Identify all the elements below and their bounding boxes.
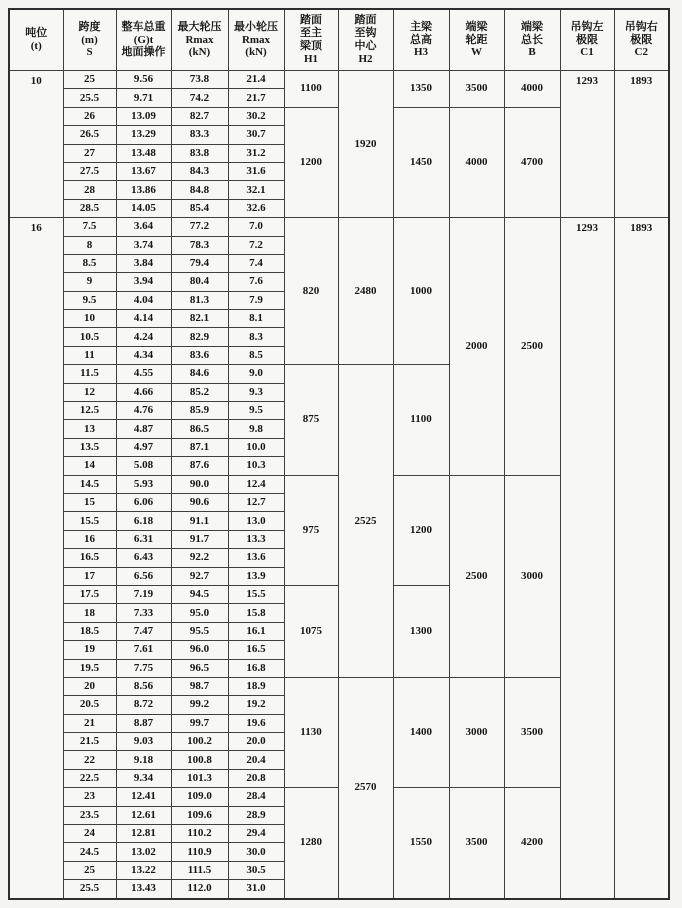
span-cell: 11 [63, 346, 116, 364]
col-header-h1-line: 踏面 [300, 14, 322, 27]
rmax-cell: 77.2 [171, 218, 228, 236]
rmax-cell: 110.9 [171, 843, 228, 861]
weight-cell: 4.24 [116, 328, 171, 346]
col-header-c2-line: 极限 [630, 33, 653, 46]
col-header-tonnage [9, 9, 63, 71]
col-header-w-line: 端梁 [465, 20, 488, 33]
col-header-h2-line: H2 [358, 52, 373, 65]
col-header-weight [116, 9, 171, 71]
h2-merged-cell: 2480 [338, 218, 393, 365]
weight-cell: 8.72 [116, 696, 171, 714]
rmax-cell: 83.3 [171, 126, 228, 144]
h3-merged-cell: 1000 [393, 218, 449, 365]
weight-cell: 9.03 [116, 733, 171, 751]
weight-cell: 6.43 [116, 549, 171, 567]
rmax-cell: 85.4 [171, 199, 228, 217]
rmax-cell: 94.5 [171, 585, 228, 603]
rmin-cell: 28.4 [228, 788, 284, 806]
span-cell: 25 [63, 861, 116, 879]
span-cell: 11.5 [63, 365, 116, 383]
span-cell: 25.5 [63, 89, 116, 107]
col-header-h2 [338, 9, 393, 71]
rmin-cell: 19.6 [228, 714, 284, 732]
rmin-cell: 12.7 [228, 493, 284, 511]
weight-cell: 4.97 [116, 438, 171, 456]
rmin-cell: 30.2 [228, 107, 284, 125]
rmin-cell: 7.6 [228, 273, 284, 291]
col-header-h3-line: H3 [413, 46, 429, 59]
col-header-weight-line: (G)t [133, 33, 154, 46]
span-cell: 18 [63, 604, 116, 622]
rmax-cell: 79.4 [171, 254, 228, 272]
span-cell: 9.5 [63, 291, 116, 309]
col-header-b [504, 9, 560, 71]
weight-cell: 8.56 [116, 677, 171, 695]
rmin-cell: 32.1 [228, 181, 284, 199]
rmin-cell: 16.8 [228, 659, 284, 677]
rmin-cell: 31.6 [228, 162, 284, 180]
weight-cell: 13.43 [116, 880, 171, 899]
col-header-h1 [284, 9, 338, 71]
rmax-cell: 92.2 [171, 549, 228, 567]
col-header-b-line: 端梁 [521, 20, 543, 33]
rmin-cell: 21.7 [228, 89, 284, 107]
rmax-cell: 73.8 [171, 71, 228, 89]
document-page [8, 8, 670, 900]
rmax-cell: 101.3 [171, 769, 228, 787]
h3-merged-cell: 1350 [393, 71, 449, 108]
w-merged-cell: 4000 [449, 107, 504, 217]
rmin-cell: 31.0 [228, 880, 284, 899]
col-header-tonnage-line: (t) [30, 40, 42, 52]
col-header-h3-line: 总高 [410, 33, 432, 46]
weight-cell: 6.31 [116, 530, 171, 548]
col-header-w [449, 9, 504, 71]
b-merged-cell: 4000 [504, 71, 560, 108]
rmin-cell: 13.3 [228, 530, 284, 548]
rmin-cell: 18.9 [228, 677, 284, 695]
b-merged-cell: 4700 [504, 107, 560, 217]
weight-cell: 5.08 [116, 457, 171, 475]
span-cell: 16 [63, 530, 116, 548]
col-header-span-line: (m) [81, 33, 98, 46]
h2-merged-cell: 2570 [338, 677, 393, 898]
col-header-rmax [171, 9, 228, 71]
weight-cell: 8.87 [116, 714, 171, 732]
span-cell: 7.5 [63, 218, 116, 236]
span-cell: 24 [63, 825, 116, 843]
col-header-w-line: 轮距 [465, 33, 488, 46]
rmin-cell: 31.2 [228, 144, 284, 162]
b-merged-cell: 2500 [504, 218, 560, 475]
span-cell: 17 [63, 567, 116, 585]
weight-cell: 13.09 [116, 107, 171, 125]
weight-cell: 4.66 [116, 383, 171, 401]
rmin-cell: 29.4 [228, 825, 284, 843]
h2-merged-cell: 2525 [338, 365, 393, 678]
weight-cell: 4.04 [116, 291, 171, 309]
c1-merged-cell: 1293 [560, 71, 614, 218]
w-merged-cell: 3500 [449, 788, 504, 899]
span-cell: 26.5 [63, 126, 116, 144]
rmin-cell: 8.5 [228, 346, 284, 364]
rmax-cell: 87.1 [171, 438, 228, 456]
span-cell: 20.5 [63, 696, 116, 714]
b-merged-cell: 3500 [504, 677, 560, 787]
span-cell: 24.5 [63, 843, 116, 861]
rmin-cell: 13.9 [228, 567, 284, 585]
col-header-h2-line: 踏面 [354, 14, 377, 27]
span-cell: 18.5 [63, 622, 116, 640]
h2-merged-cell: 1920 [338, 71, 393, 218]
rmin-cell: 9.0 [228, 365, 284, 383]
rmin-cell: 30.5 [228, 861, 284, 879]
rmin-cell: 15.5 [228, 585, 284, 603]
table-row [9, 71, 669, 89]
col-header-rmin-line: Rmax [241, 33, 271, 46]
span-cell: 14 [63, 457, 116, 475]
rmax-cell: 83.8 [171, 144, 228, 162]
rmax-cell: 84.3 [171, 162, 228, 180]
col-header-c1-line: 吊钩左 [570, 20, 604, 33]
rmax-cell: 92.7 [171, 567, 228, 585]
rmin-cell: 12.4 [228, 475, 284, 493]
rmin-cell: 20.0 [228, 733, 284, 751]
rmax-cell: 74.2 [171, 89, 228, 107]
weight-cell: 13.29 [116, 126, 171, 144]
span-cell: 16.5 [63, 549, 116, 567]
rmax-cell: 98.7 [171, 677, 228, 695]
rmax-cell: 111.5 [171, 861, 228, 879]
rmin-cell: 7.0 [228, 218, 284, 236]
col-header-span-line: S [86, 46, 93, 59]
c2-merged-cell: 1893 [614, 218, 669, 899]
h1-merged-cell: 875 [284, 365, 338, 475]
weight-cell: 6.18 [116, 512, 171, 530]
tonnage-cell: 10 [9, 71, 63, 218]
span-cell: 15.5 [63, 512, 116, 530]
rmax-cell: 83.6 [171, 346, 228, 364]
rmax-cell: 109.0 [171, 788, 228, 806]
h3-merged-cell: 1400 [393, 677, 449, 787]
rmin-cell: 16.1 [228, 622, 284, 640]
weight-cell: 13.22 [116, 861, 171, 879]
rmin-cell: 32.6 [228, 199, 284, 217]
h3-merged-cell: 1300 [393, 585, 449, 677]
rmin-cell: 15.8 [228, 604, 284, 622]
rmax-cell: 85.9 [171, 402, 228, 420]
h1-merged-cell: 1100 [284, 71, 338, 108]
w-merged-cell: 2500 [449, 475, 504, 677]
rmin-cell: 9.5 [228, 402, 284, 420]
weight-cell: 4.55 [116, 365, 171, 383]
h1-merged-cell: 975 [284, 475, 338, 585]
rmax-cell: 86.5 [171, 420, 228, 438]
weight-cell: 13.67 [116, 162, 171, 180]
weight-cell: 9.56 [116, 71, 171, 89]
span-cell: 19 [63, 641, 116, 659]
h3-merged-cell: 1550 [393, 788, 449, 899]
span-cell: 12.5 [63, 402, 116, 420]
span-cell: 21.5 [63, 733, 116, 751]
b-merged-cell: 4200 [504, 788, 560, 899]
rmax-cell: 100.8 [171, 751, 228, 769]
h1-merged-cell: 1075 [284, 585, 338, 677]
rmax-cell: 95.0 [171, 604, 228, 622]
col-header-h2-line: 至钩 [354, 27, 377, 40]
col-header-c2-line: 吊钩右 [624, 20, 658, 33]
col-header-h1-line: H1 [303, 52, 319, 65]
rmax-cell: 90.6 [171, 493, 228, 511]
weight-cell: 5.93 [116, 475, 171, 493]
weight-cell: 6.56 [116, 567, 171, 585]
weight-cell: 6.06 [116, 493, 171, 511]
weight-cell: 4.76 [116, 402, 171, 420]
rmin-cell: 7.2 [228, 236, 284, 254]
weight-cell: 13.86 [116, 181, 171, 199]
rmax-cell: 90.0 [171, 475, 228, 493]
span-cell: 8 [63, 236, 116, 254]
rmax-cell: 84.8 [171, 181, 228, 199]
rmax-cell: 99.7 [171, 714, 228, 732]
span-cell: 14.5 [63, 475, 116, 493]
weight-cell: 3.74 [116, 236, 171, 254]
col-header-span [63, 9, 116, 71]
b-merged-cell: 3000 [504, 475, 560, 677]
weight-cell: 13.02 [116, 843, 171, 861]
span-cell: 9 [63, 273, 116, 291]
rmax-cell: 99.2 [171, 696, 228, 714]
rmin-cell: 20.8 [228, 769, 284, 787]
weight-cell: 12.81 [116, 825, 171, 843]
rmax-cell: 81.3 [171, 291, 228, 309]
weight-cell: 13.48 [116, 144, 171, 162]
rmax-cell: 109.6 [171, 806, 228, 824]
rmax-cell: 82.1 [171, 310, 228, 328]
col-header-span-line: 跨度 [78, 20, 101, 33]
rmax-cell: 78.3 [171, 236, 228, 254]
rmin-cell: 13.0 [228, 512, 284, 530]
table-body [9, 71, 669, 899]
col-header-c2 [614, 9, 669, 71]
c2-merged-cell: 1893 [614, 71, 669, 218]
span-cell: 27 [63, 144, 116, 162]
rmax-cell: 91.7 [171, 530, 228, 548]
rmin-cell: 16.5 [228, 641, 284, 659]
span-cell: 25 [63, 71, 116, 89]
weight-cell: 7.47 [116, 622, 171, 640]
h1-merged-cell: 1280 [284, 788, 338, 899]
tonnage-cell: 16 [9, 218, 63, 899]
weight-cell: 12.41 [116, 788, 171, 806]
span-cell: 8.5 [63, 254, 116, 272]
rmax-cell: 82.9 [171, 328, 228, 346]
col-header-rmax-line: (kN) [188, 46, 211, 59]
col-header-c1-line: 极限 [576, 33, 598, 46]
weight-cell: 7.19 [116, 585, 171, 603]
weight-cell: 3.64 [116, 218, 171, 236]
col-header-weight-line: 整车总重 [121, 20, 166, 33]
col-header-c2-line: C2 [634, 46, 648, 59]
rmin-cell: 20.4 [228, 751, 284, 769]
col-header-h1-line: 至主 [300, 27, 322, 40]
weight-cell: 4.87 [116, 420, 171, 438]
rmax-cell: 80.4 [171, 273, 228, 291]
span-cell: 19.5 [63, 659, 116, 677]
span-cell: 22 [63, 751, 116, 769]
span-cell: 17.5 [63, 585, 116, 603]
h1-merged-cell: 1130 [284, 677, 338, 787]
header-row [9, 9, 669, 71]
weight-cell: 12.61 [116, 806, 171, 824]
rmin-cell: 7.4 [228, 254, 284, 272]
weight-cell: 3.94 [116, 273, 171, 291]
span-cell: 28.5 [63, 199, 116, 217]
c1-merged-cell: 1293 [560, 218, 614, 899]
h1-merged-cell: 1200 [284, 107, 338, 217]
weight-cell: 9.71 [116, 89, 171, 107]
w-merged-cell: 3000 [449, 677, 504, 787]
span-cell: 23 [63, 788, 116, 806]
span-cell: 15 [63, 493, 116, 511]
weight-cell: 7.61 [116, 641, 171, 659]
span-cell: 10 [63, 310, 116, 328]
rmax-cell: 112.0 [171, 880, 228, 899]
h3-merged-cell: 1200 [393, 475, 449, 585]
col-header-rmin-line: 最小轮压 [234, 20, 278, 33]
col-header-h1-line: 梁顶 [300, 40, 322, 52]
span-cell: 21 [63, 714, 116, 732]
rmin-cell: 10.0 [228, 438, 284, 456]
col-header-rmin [228, 9, 284, 71]
rmin-cell: 30.7 [228, 126, 284, 144]
span-cell: 23.5 [63, 806, 116, 824]
rmin-cell: 9.3 [228, 383, 284, 401]
span-cell: 20 [63, 677, 116, 695]
col-header-rmax-line: 最大轮压 [177, 20, 222, 33]
weight-cell: 9.34 [116, 769, 171, 787]
col-header-rmin-line: (kN) [245, 46, 267, 59]
table-row [9, 218, 669, 236]
crane-spec-table [8, 8, 670, 900]
rmax-cell: 96.0 [171, 641, 228, 659]
col-header-tonnage-line: 吨位 [25, 27, 48, 40]
rmax-cell: 85.2 [171, 383, 228, 401]
h3-merged-cell: 1100 [393, 365, 449, 475]
span-cell: 26 [63, 107, 116, 125]
col-header-w-line: W [471, 46, 482, 59]
rmin-cell: 21.4 [228, 71, 284, 89]
rmax-cell: 91.1 [171, 512, 228, 530]
col-header-c1-line: C1 [580, 46, 594, 59]
span-cell: 28 [63, 181, 116, 199]
weight-cell: 3.84 [116, 254, 171, 272]
col-header-c1 [560, 9, 614, 71]
rmin-cell: 8.1 [228, 310, 284, 328]
col-header-h3-line: 主梁 [410, 20, 432, 33]
span-cell: 13 [63, 420, 116, 438]
rmax-cell: 95.5 [171, 622, 228, 640]
rmax-cell: 84.6 [171, 365, 228, 383]
rmax-cell: 87.6 [171, 457, 228, 475]
rmin-cell: 28.9 [228, 806, 284, 824]
span-cell: 27.5 [63, 162, 116, 180]
weight-cell: 7.33 [116, 604, 171, 622]
rmin-cell: 30.0 [228, 843, 284, 861]
rmin-cell: 13.6 [228, 549, 284, 567]
col-header-h3 [393, 9, 449, 71]
col-header-b-line: 总长 [521, 33, 543, 46]
table-header [9, 9, 669, 71]
rmin-cell: 19.2 [228, 696, 284, 714]
rmax-cell: 82.7 [171, 107, 228, 125]
span-cell: 12 [63, 383, 116, 401]
span-cell: 13.5 [63, 438, 116, 456]
rmax-cell: 96.5 [171, 659, 228, 677]
col-header-rmax-line: Rmax [185, 33, 214, 46]
rmin-cell: 7.9 [228, 291, 284, 309]
weight-cell: 9.18 [116, 751, 171, 769]
span-cell: 22.5 [63, 769, 116, 787]
span-cell: 25.5 [63, 880, 116, 899]
h1-merged-cell: 820 [284, 218, 338, 365]
rmin-cell: 8.3 [228, 328, 284, 346]
weight-cell: 14.05 [116, 199, 171, 217]
rmin-cell: 9.8 [228, 420, 284, 438]
w-merged-cell: 3500 [449, 71, 504, 108]
w-merged-cell: 2000 [449, 218, 504, 475]
h3-merged-cell: 1450 [393, 107, 449, 217]
col-header-b-line: B [528, 46, 536, 59]
span-cell: 10.5 [63, 328, 116, 346]
col-header-weight-line: 地面操作 [121, 46, 166, 59]
rmin-cell: 10.3 [228, 457, 284, 475]
rmax-cell: 110.2 [171, 825, 228, 843]
rmax-cell: 100.2 [171, 733, 228, 751]
col-header-h2-line: 中心 [354, 40, 377, 52]
weight-cell: 4.34 [116, 346, 171, 364]
weight-cell: 4.14 [116, 310, 171, 328]
weight-cell: 7.75 [116, 659, 171, 677]
